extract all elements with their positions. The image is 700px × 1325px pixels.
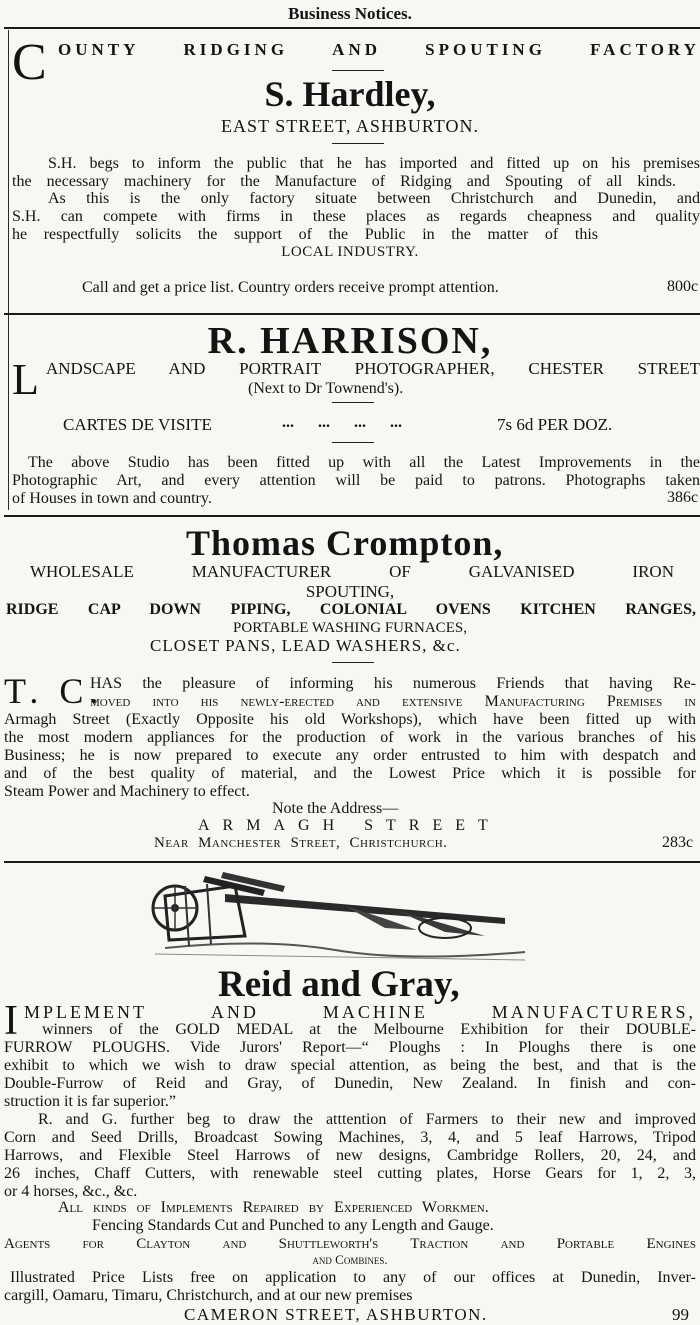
hardley-heading-word: RIDGING [183, 40, 289, 59]
reid-heading-word: MACHINE [322, 1002, 428, 1022]
header-rule [4, 27, 700, 29]
hardley-code: 800c [667, 278, 699, 295]
reid-dropcap: I [4, 998, 18, 1044]
reid-heading-word: MPLEMENT [24, 1002, 147, 1022]
reid-fencing: Fencing Standards Cut and Punched to any Length and Gauge. [92, 1217, 494, 1234]
hardley-short-rule [332, 70, 384, 71]
reid-para2-line: or 4 horses, &c., &c. [4, 1183, 138, 1200]
harrison-cartes-price: 7s 6d PER DOZ. [497, 415, 613, 434]
hardley-body-line: S.H. can compete with firms in these places as regards cheapness and quality [12, 208, 700, 225]
harrison-body-line: Photographic Art, and every attention will be paid to patrons. Photographs taken [12, 472, 700, 489]
reid-lists-line: Illustrated Price Lists free on application to any of our offices at Dunedin, Inver- [10, 1269, 696, 1286]
reid-intro-line: winners of the GOLD MEDAL at the Melbourne Exhibition for their DOUBLE- [42, 1021, 696, 1038]
reid-intro-line: FURROW PLOUGHS. Vide Jurors' Report—“ Ploughs : In Ploughs there is one [4, 1039, 696, 1056]
hardley-body-line: the necessary machinery for the Manufacture of Ridging and Spouting of all kinds. [12, 173, 676, 190]
harrison-dropcap: L [12, 355, 39, 404]
hardley-short-rule [332, 143, 384, 144]
harrison-cartes-dots: ... ... ... ... [282, 414, 402, 431]
reid-address: CAMERON STREET, ASHBURTON. [184, 1305, 488, 1324]
hardley-heading-word: OUNTY [58, 40, 140, 59]
crompton-note: Note the Address— [272, 800, 399, 817]
harrison-cartes-label: CARTES DE VISITE [63, 415, 212, 434]
reid-heading [24, 1002, 696, 1023]
reid-intro-line: struction it is far superior.” [4, 1093, 176, 1110]
harrison-sub: (Next to Dr Townend's). [248, 380, 404, 397]
crompton-near: Near Manchester Street, Christchurch. [154, 835, 448, 851]
section-rule [4, 861, 700, 863]
hardley-heading [58, 40, 700, 60]
reid-agents: Agents for Clayton and Shuttleworth's Traction and Portable Engines [4, 1236, 696, 1252]
crompton-short-rule [332, 662, 374, 663]
crompton-line: WHOLESALE MANUFACTURER OF GALVANISED IRON [30, 562, 674, 581]
reid-intro-line: exhibit to which we wish to draw special attention, as being the best, and that is the [4, 1057, 696, 1074]
harrison-heading: ANDSCAPE AND PORTRAIT PHOTOGRAPHER, CHESTER STREET [46, 359, 700, 378]
crompton-body-line: HAS the pleasure of informing his numerous Friends that having Re- [90, 675, 696, 692]
hardley-heading-word: AND [332, 40, 382, 59]
harrison-body-line: of Houses in town and country. [12, 490, 212, 507]
crompton-line: CLOSET PANS, LEAD WASHERS, &c. [150, 636, 461, 655]
crompton-code: 283c [662, 834, 694, 851]
hardley-heading-word: SPOUTING [425, 40, 546, 59]
crompton-line: SPOUTING, [305, 582, 395, 601]
reid-combines: and Combines. [312, 1252, 388, 1267]
reid-repaired: All kinds of Implements Repaired by Experienced Workmen. [58, 1199, 489, 1216]
crompton-line: PORTABLE WASHING FURNACES, [233, 620, 467, 636]
hardley-body-line: As this is the only factory situate between Christchurch and Dunedin, and [48, 190, 700, 207]
crompton-body-line: and of the best quality of material, and the Lowest Price which it is possible for [4, 765, 696, 782]
crompton-body-line: Steam Power and Machinery to effect. [4, 783, 250, 800]
crompton-body-line: moved into his newly-erected and extensive Manufacturing Premises in [90, 693, 696, 710]
reid-heading-word: AND [210, 1002, 259, 1022]
reid-lists-line: cargill, Oamaru, Timaru, Christchurch, and at our new premises [4, 1287, 413, 1304]
reid-para2-line: 26 inches, Chaff Cutters, with renewable steel cutting plates, Horse Gears for 1, 2, 3, [4, 1165, 696, 1182]
reid-para2-line: Corn and Seed Drills, Broadcast Sowing Machines, 3, 4, and 5 leaf Harrows, Tripod [4, 1129, 696, 1146]
hardley-dropcap: C [12, 34, 47, 91]
reid-name: Reid and Gray, [218, 964, 460, 1005]
hardley-body-line: S.H. begs to inform the public that he has imported and fitted up on his premises [48, 155, 700, 172]
harrison-short-rule [332, 442, 374, 443]
hardley-address: EAST STREET, ASHBURTON. [221, 116, 479, 136]
hardley-body-line: he respectfully solicits the support of the Public in the matter of this [12, 226, 598, 243]
harrison-name: R. HARRISON, [207, 320, 493, 362]
hardley-industry: LOCAL INDUSTRY. [281, 244, 419, 260]
hardley-name: S. Hardley, [264, 74, 436, 114]
reid-code: 99 [672, 1305, 689, 1324]
crompton-dropcap: T. C. [4, 671, 105, 711]
crompton-line: RIDGE CAP DOWN PIPING, COLONIAL OVENS KITCHEN RANGES, [6, 601, 696, 618]
crompton-name: Thomas Crompton, [186, 523, 504, 563]
plough-illustration [145, 866, 530, 966]
reid-heading-word: MANUFACTURERS, [491, 1002, 696, 1022]
section-rule [4, 515, 700, 517]
reid-para2-line: Harrows, and Flexible Steel Harrows of new designs, Cambridge Rollers, 20, 24, and [4, 1147, 696, 1164]
crompton-body-line: the most modern appliances for the production of work in the various branches of his [4, 729, 696, 746]
hardley-heading-word: FACTORY [590, 40, 700, 59]
reid-intro-line: Double-Furrow of Reid and Gray, of Dunedin, New Zealand. In finish and con- [4, 1075, 696, 1092]
crompton-body-line: Armagh Street (Exactly Opposite his old Workshops), which have been fitted up with [4, 711, 696, 728]
harrison-code: 386c [667, 489, 699, 506]
harrison-body-line: The above Studio has been fitted up with all the Latest Improvements in the [28, 454, 700, 471]
section-rule [4, 313, 700, 315]
crompton-street: ARMAGH STREET [198, 817, 501, 834]
page-header-title: Business Notices. [288, 4, 412, 23]
hardley-footer: Call and get a price list. Country orders receive prompt attention. [82, 279, 499, 296]
harrison-short-rule [332, 402, 374, 403]
reid-para2-line: R. and G. further beg to draw the atttention of Farmers to their new and improved [38, 1111, 696, 1128]
crompton-body-line: Business; he is now prepared to execute any order entrusted to him with despatch and [4, 747, 696, 764]
